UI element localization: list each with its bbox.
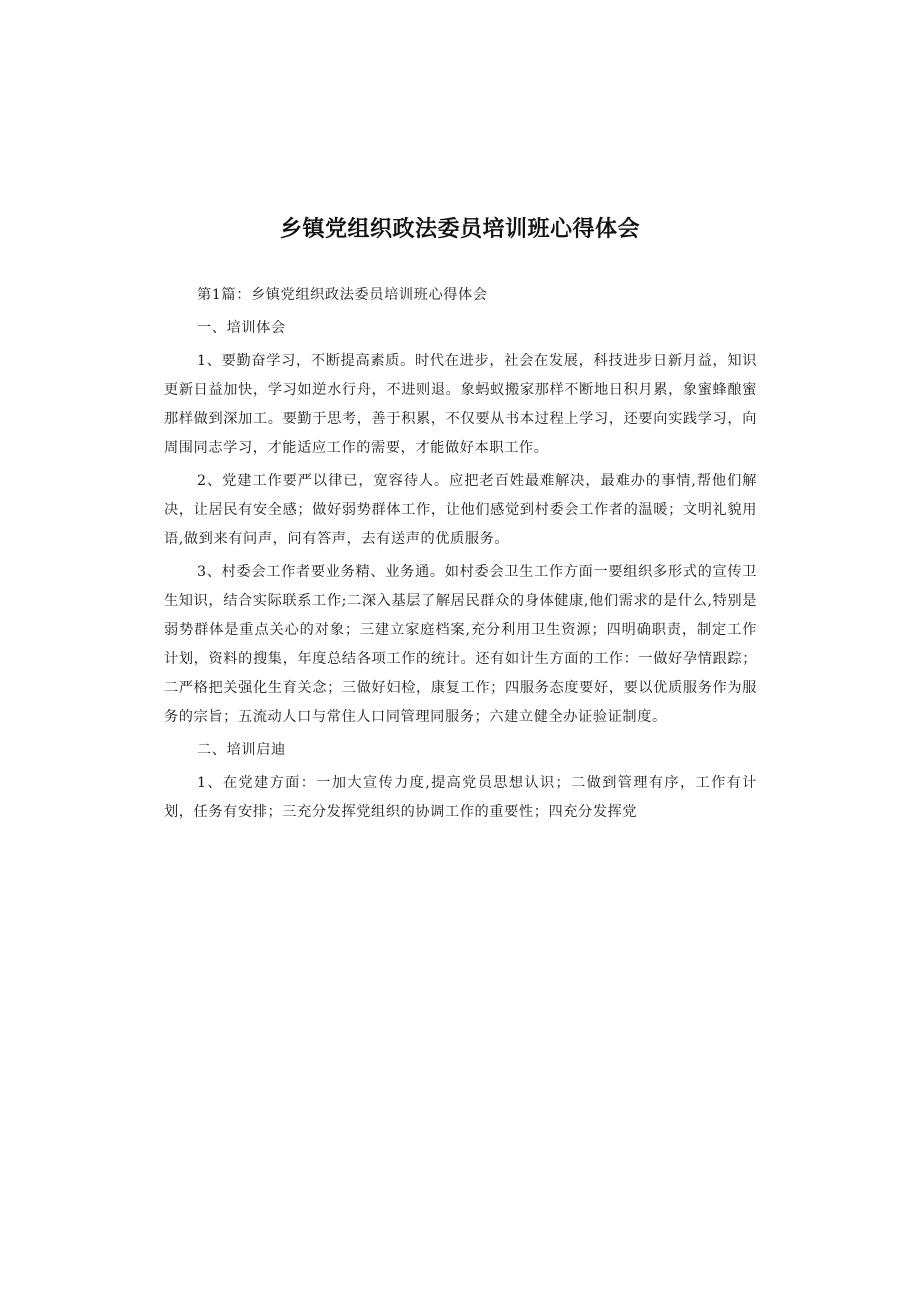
document-body — [164, 281, 757, 831]
paragraph-party-building-aspects: 1、在党建方面：一加大宣传力度,提高党员思想认识；二做到管理有序，工作有计划，任务有安排；三充分发挥党组织的协调工作的重要性；四充分发挥党 — [164, 775, 757, 820]
section-heading-training-experience: 一、培训体会 — [197, 320, 286, 336]
section-heading-training-inspiration: 二、培训启迪 — [197, 742, 286, 758]
article-subtitle: 第1篇：乡镇党组织政法委员培训班心得体会 — [197, 287, 488, 303]
paragraph-village-committee-expertise: 3、村委会工作者要业务精、业务通。如村委会卫生工作方面一要组织多形式的宣传卫生知识，结合实际联系工作;二深入基层了解居民群众的身体健康,他们需求的是什么,特别是弱势群体是重点关心的对象；三建立家庭档案,充分利用卫生资源；四明确职责，制定工作计划，资料的搜集，年度总结各项工作的统计。还有如计生方面的工作：一做好孕情跟踪；二严格把关强化生育关念；三做好妇检，康复工作；四服务态度要好，要以优质服务作为服务的宗旨；五流动人口与常住人口同管理同服务；六建立健全办证验证制度。 — [164, 564, 757, 725]
document-title: 乡镇党组织政法委员培训班心得体会 — [279, 217, 640, 242]
paragraph-study-diligently: 1、要勤奋学习，不断提高素质。时代在进步，社会在发展，科技进步日新月益，知识更新日益加快，学习如逆水行舟，不进则退。象蚂蚁搬家那样不断地日积月累，象蜜蜂酿蜜那样做到深加工。要勤于思考，善于积累，不仅要从书本过程上学习，还要向实践学习，向周围同志学习，才能适应工作的需要，才能做好本职工作。 — [164, 353, 757, 456]
paragraph-party-building-discipline: 2、党建工作要严以律已，宽容待人。应把老百姓最难解决，最难办的事情,帮他们解决，让居民有安全感；做好弱势群体工作，让他们感觉到村委会工作者的温暖；文明礼貌用语,做到来有问声，问有答声，去有送声的优质服务。 — [164, 473, 757, 547]
